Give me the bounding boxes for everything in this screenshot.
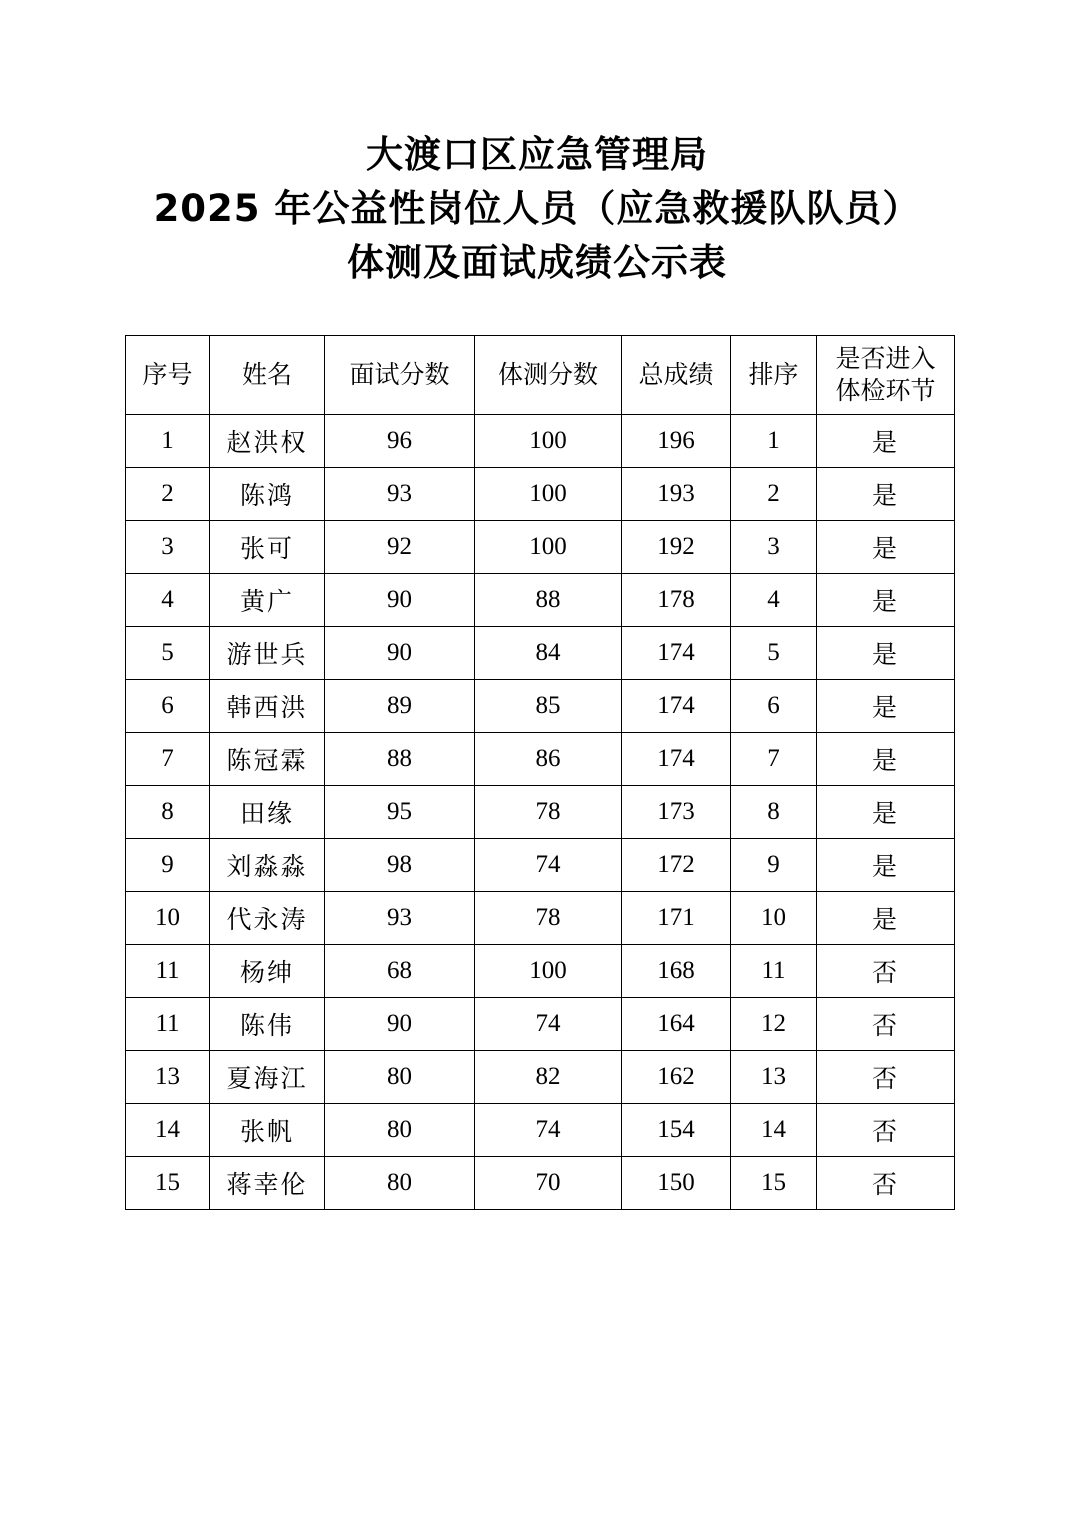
cell-rank: 15 — [731, 1157, 817, 1210]
cell-total: 164 — [622, 998, 731, 1051]
cell-interview: 88 — [325, 733, 475, 786]
cell-interview: 80 — [325, 1104, 475, 1157]
cell-advance: 否 — [817, 1104, 955, 1157]
cell-physical: 74 — [475, 839, 622, 892]
cell-name: 陈伟 — [210, 998, 325, 1051]
cell-seq: 11 — [126, 998, 210, 1051]
cell-interview: 93 — [325, 892, 475, 945]
cell-interview: 68 — [325, 945, 475, 998]
cell-interview: 93 — [325, 468, 475, 521]
cell-total: 196 — [622, 415, 731, 468]
cell-advance: 否 — [817, 1051, 955, 1104]
cell-total: 192 — [622, 521, 731, 574]
cell-rank: 3 — [731, 521, 817, 574]
table-row — [126, 627, 955, 680]
cell-advance: 是 — [817, 733, 955, 786]
cell-rank: 9 — [731, 839, 817, 892]
table-row — [126, 892, 955, 945]
cell-interview: 96 — [325, 415, 475, 468]
cell-interview: 92 — [325, 521, 475, 574]
cell-advance: 否 — [817, 1157, 955, 1210]
cell-seq: 8 — [126, 786, 210, 839]
cell-interview: 89 — [325, 680, 475, 733]
cell-seq: 4 — [126, 574, 210, 627]
cell-rank: 8 — [731, 786, 817, 839]
header-seq: 序号 — [126, 336, 210, 415]
cell-physical: 88 — [475, 574, 622, 627]
cell-physical: 100 — [475, 945, 622, 998]
cell-physical: 74 — [475, 998, 622, 1051]
cell-physical: 78 — [475, 892, 622, 945]
cell-seq: 15 — [126, 1157, 210, 1210]
cell-name: 陈冠霖 — [210, 733, 325, 786]
cell-rank: 12 — [731, 998, 817, 1051]
table-row — [126, 680, 955, 733]
table-row — [126, 468, 955, 521]
cell-interview: 90 — [325, 998, 475, 1051]
cell-physical: 100 — [475, 521, 622, 574]
cell-physical: 82 — [475, 1051, 622, 1104]
header-advance-line1: 是否进入 — [835, 344, 936, 373]
cell-rank: 5 — [731, 627, 817, 680]
cell-name: 游世兵 — [210, 627, 325, 680]
table-body — [126, 415, 955, 1210]
cell-advance: 是 — [817, 521, 955, 574]
cell-total: 174 — [622, 627, 731, 680]
cell-seq: 3 — [126, 521, 210, 574]
table-row — [126, 786, 955, 839]
title-line-org: 大渡口区应急管理局 — [366, 133, 708, 176]
cell-total: 171 — [622, 892, 731, 945]
cell-total: 193 — [622, 468, 731, 521]
cell-interview: 90 — [325, 627, 475, 680]
cell-rank: 6 — [731, 680, 817, 733]
cell-total: 174 — [622, 680, 731, 733]
cell-physical: 78 — [475, 786, 622, 839]
cell-physical: 85 — [475, 680, 622, 733]
cell-name: 黄广 — [210, 574, 325, 627]
table-row — [126, 1157, 955, 1210]
cell-advance: 是 — [817, 786, 955, 839]
cell-total: 168 — [622, 945, 731, 998]
table-row — [126, 1051, 955, 1104]
cell-advance: 否 — [817, 945, 955, 998]
cell-physical: 100 — [475, 415, 622, 468]
header-name: 姓名 — [210, 336, 325, 415]
cell-total: 162 — [622, 1051, 731, 1104]
cell-total: 154 — [622, 1104, 731, 1157]
table-row — [126, 945, 955, 998]
cell-name: 赵洪权 — [210, 415, 325, 468]
cell-name: 田缘 — [210, 786, 325, 839]
cell-physical: 100 — [475, 468, 622, 521]
table-row — [126, 839, 955, 892]
cell-seq: 14 — [126, 1104, 210, 1157]
table-row — [126, 1104, 955, 1157]
document-title — [0, 128, 1074, 290]
cell-name: 张帆 — [210, 1104, 325, 1157]
cell-advance: 是 — [817, 627, 955, 680]
cell-advance: 是 — [817, 574, 955, 627]
cell-name: 蒋幸伦 — [210, 1157, 325, 1210]
cell-advance: 是 — [817, 680, 955, 733]
cell-rank: 2 — [731, 468, 817, 521]
cell-rank: 7 — [731, 733, 817, 786]
cell-rank: 1 — [731, 415, 817, 468]
cell-advance: 是 — [817, 468, 955, 521]
table-row — [126, 415, 955, 468]
header-interview-score: 面试分数 — [325, 336, 475, 415]
cell-advance: 否 — [817, 998, 955, 1051]
table-row — [126, 521, 955, 574]
cell-physical: 86 — [475, 733, 622, 786]
cell-total: 174 — [622, 733, 731, 786]
title-line-table-name: 体测及面试成绩公示表 — [347, 241, 727, 284]
cell-advance: 是 — [817, 415, 955, 468]
score-table — [125, 335, 955, 1210]
header-advance — [817, 336, 955, 415]
cell-rank: 4 — [731, 574, 817, 627]
cell-rank: 14 — [731, 1104, 817, 1157]
title-line-subject: 2025 年公益性岗位人员（应急救援队队员） — [153, 187, 921, 230]
header-rank: 排序 — [731, 336, 817, 415]
table-header-row — [126, 336, 955, 415]
cell-physical: 70 — [475, 1157, 622, 1210]
cell-name: 刘淼淼 — [210, 839, 325, 892]
cell-name: 代永涛 — [210, 892, 325, 945]
cell-seq: 6 — [126, 680, 210, 733]
cell-rank: 11 — [731, 945, 817, 998]
cell-seq: 10 — [126, 892, 210, 945]
cell-name: 夏海江 — [210, 1051, 325, 1104]
cell-physical: 74 — [475, 1104, 622, 1157]
header-physical-score: 体测分数 — [475, 336, 622, 415]
cell-seq: 11 — [126, 945, 210, 998]
cell-advance: 是 — [817, 839, 955, 892]
header-advance-line2: 体检环节 — [835, 376, 936, 405]
cell-seq: 9 — [126, 839, 210, 892]
cell-rank: 10 — [731, 892, 817, 945]
cell-seq: 7 — [126, 733, 210, 786]
cell-name: 张可 — [210, 521, 325, 574]
cell-name: 韩西洪 — [210, 680, 325, 733]
cell-interview: 80 — [325, 1051, 475, 1104]
cell-rank: 13 — [731, 1051, 817, 1104]
cell-physical: 84 — [475, 627, 622, 680]
cell-interview: 95 — [325, 786, 475, 839]
cell-total: 172 — [622, 839, 731, 892]
cell-name: 陈鸿 — [210, 468, 325, 521]
header-total-score: 总成绩 — [622, 336, 731, 415]
cell-total: 150 — [622, 1157, 731, 1210]
table-row — [126, 574, 955, 627]
table-row — [126, 733, 955, 786]
cell-seq: 5 — [126, 627, 210, 680]
cell-total: 178 — [622, 574, 731, 627]
cell-advance: 是 — [817, 892, 955, 945]
cell-interview: 98 — [325, 839, 475, 892]
cell-total: 173 — [622, 786, 731, 839]
cell-name: 杨绅 — [210, 945, 325, 998]
cell-interview: 90 — [325, 574, 475, 627]
cell-interview: 80 — [325, 1157, 475, 1210]
cell-seq: 2 — [126, 468, 210, 521]
cell-seq: 13 — [126, 1051, 210, 1104]
cell-seq: 1 — [126, 415, 210, 468]
table-row — [126, 998, 955, 1051]
